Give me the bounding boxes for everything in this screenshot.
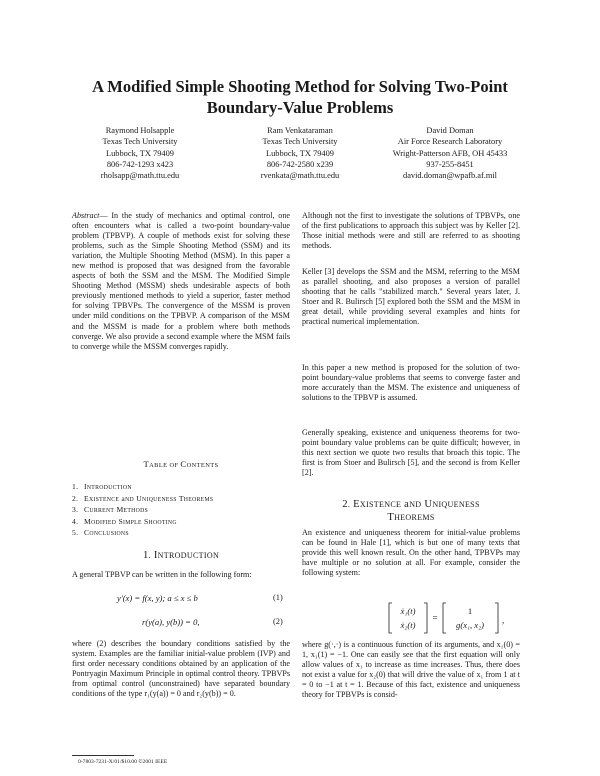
- author-phone: 806-742-2580 x239: [266, 159, 334, 169]
- matrix-lhs-bottom: ẋ₂(t): [400, 620, 416, 630]
- intro-paragraph-2: Keller [3] develops the SSM and the MSM, referring to the MSM as parallel shooting, and also proposes a version of parallel shooting that he calls "stabilized march." Several years later, J. Stoer and R. Bulirsch [5] explored both the SSM and the MSM in great detail, while providing several examples and hints for practical numerical implementation.: [302, 267, 520, 327]
- equation-2-number: (2): [273, 617, 283, 626]
- equation-1-number: (1): [273, 593, 283, 602]
- title-line-2: Boundary-Value Problems: [206, 98, 394, 117]
- left-bracket-close: [424, 603, 427, 633]
- equals-sign: =: [432, 613, 438, 623]
- equation-1: y′(x) = f(x, y); a ≤ x ≤ b: [117, 593, 198, 603]
- author-address: Lubbock, TX 79409: [105, 148, 174, 158]
- intro-paragraph-1: Although not the first to investigate the solutions of TPBVPs, one of the first publications to approach this subject was by Keller [2]. Those initial methods were and still are referred to as shooting methods.: [302, 211, 520, 251]
- section-2-paragraph-2: where g(·,·) is a continuous function of its arguments, and x₁(0) = 1, x₁(1) = −1. One can easily see that the first equation will only allow values of x₁ to increase as time increases. Thus, there does not exist a value for x₂(0) that will drive the value of x₁ from 1 at t = 0 to −1 at t = 1. Because of this fact, existence and uniqueness theory for TPBVPs is consid-: [302, 640, 520, 700]
- author-address: Wright-Patterson AFB, OH 45433: [392, 148, 508, 158]
- equation-2: r(y(a), y(b)) = 0,: [142, 617, 200, 627]
- author-email: david.doman@wpafb.af.mil: [403, 171, 497, 181]
- paper-title: [40, 76, 560, 118]
- matrix-equation: [388, 601, 518, 635]
- matrix-rhs-top: 1: [467, 606, 473, 616]
- section-1-intro: A general TPBVP can be written in the following form:: [72, 570, 252, 579]
- section-1-text: where (2) describes the boundary conditions satisfied by the system. Examples are the familiar initial-value problem (IVP) and first order necessary conditions obtained by an application of the Pontryagin Maximum Principle in optimal control theory. TPBVPs from optimal control (unconstrained) have separated boundary conditions of the type r₁(y(a)) = 0 and r₂(y(b)) = 0.: [72, 639, 290, 699]
- right-bracket-open: [443, 603, 446, 633]
- right-bracket-close: [495, 603, 498, 633]
- title-line-1: A Modified Simple Shooting Method for Solving Two-Point: [92, 77, 508, 96]
- toc-item: 3. CURRENT METHODS: [72, 505, 149, 515]
- toc-item: 1. INTRODUCTION: [72, 482, 132, 491]
- section-1-heading: 1. INTRODUCTION: [142, 550, 220, 561]
- abstract-lead: Abstract: [72, 211, 100, 220]
- toc-title: TABLE OF CONTENTS: [143, 459, 219, 469]
- section-2-paragraph-1: An existence and uniqueness theorem for initial-value problems can be found in Hale [1], which is but one of many texts that provide this well known result. On the other hand, TPBVPs may have multiple or no solution at all. For example, consider the following system:: [302, 528, 520, 578]
- copyright-footer: 0-7803-7231-X/01/$10.00 ©2001 IEEE: [78, 759, 168, 765]
- abstract-body: — In the study of mechanics and optimal control, one often encounters what is called a two-point boundary-value problem (TPBVP). A couple of methods exist for solving these problems, such as the Simple Shooting Method (SSM) and its variation, the Multiple Shooting Method (MSM). In this paper a new method is proposed that was designed from the favorable aspects of both the SSM and the MSM. The Modified Simple Shooting Method (MSSM) sheds undesirable aspects of both previously mentioned methods to yield a superior, faster method for solving TPBVPs. The convergence of the MSSM is proven under mild conditions on the TPBVP. A comparison of the MSM and the MSSM is made for a problem where both methods converge. We also provide a second example where the MSM fails to converge while the MSSM converges rapidly.: [72, 211, 290, 351]
- matrix-lhs-top: ẋ₁(t): [400, 606, 416, 616]
- matrix-rhs-bottom: g(x₁, x₂): [456, 620, 484, 630]
- section-2-heading: 2. EXISTENCE aND UNIQUENESS THEOREMS: [342, 499, 480, 524]
- author-name: Ram Venkataraman: [267, 126, 333, 135]
- toc-item: 5. CONCLUSIONS: [72, 528, 129, 538]
- toc-item: 2. EXISTENCE aND UNIQUENESS THEOREMS: [72, 493, 214, 503]
- author-name: David Doman: [426, 126, 474, 135]
- author-email: rvenkata@math.ttu.edu: [260, 171, 340, 181]
- author-email: rholsapp@math.ttu.edu: [100, 171, 180, 181]
- footer-rule: [72, 755, 134, 756]
- intro-paragraph-3: In this paper a new method is proposed for the solution of two-point boundary-value problems that seems to converge faster and more accurately than the MSM. The existence and uniqueness of solutions to the TPBVP is assumed.: [302, 363, 520, 403]
- toc-item: 4. MODIFIED SIMPLE SHOOTING: [72, 516, 177, 526]
- author-phone: 806-742-1293 x423: [106, 159, 174, 169]
- author-phone: 937-255-8451: [426, 159, 474, 169]
- author-3: [355, 125, 545, 181]
- table-of-contents: [72, 482, 290, 540]
- author-name: Raymond Holsapple: [105, 126, 175, 135]
- author-affiliation: Texas Tech University: [102, 137, 178, 147]
- author-address: Lubbock, TX 79409: [265, 148, 334, 158]
- intro-paragraph-4: Generally speaking, existence and uniqueness theorems for two-point boundary value problems can be quite difficult; however, in this next section we quote two results that broach this topic. The first is from Stoer and Bulirsch [5], and the second is from Keller [2].: [302, 428, 520, 478]
- left-bracket-open: [389, 603, 392, 633]
- comma: ,: [502, 615, 505, 625]
- abstract: [72, 211, 290, 352]
- author-affiliation: Air Force Research Laboratory: [397, 137, 503, 147]
- author-affiliation: Texas Tech University: [262, 137, 338, 147]
